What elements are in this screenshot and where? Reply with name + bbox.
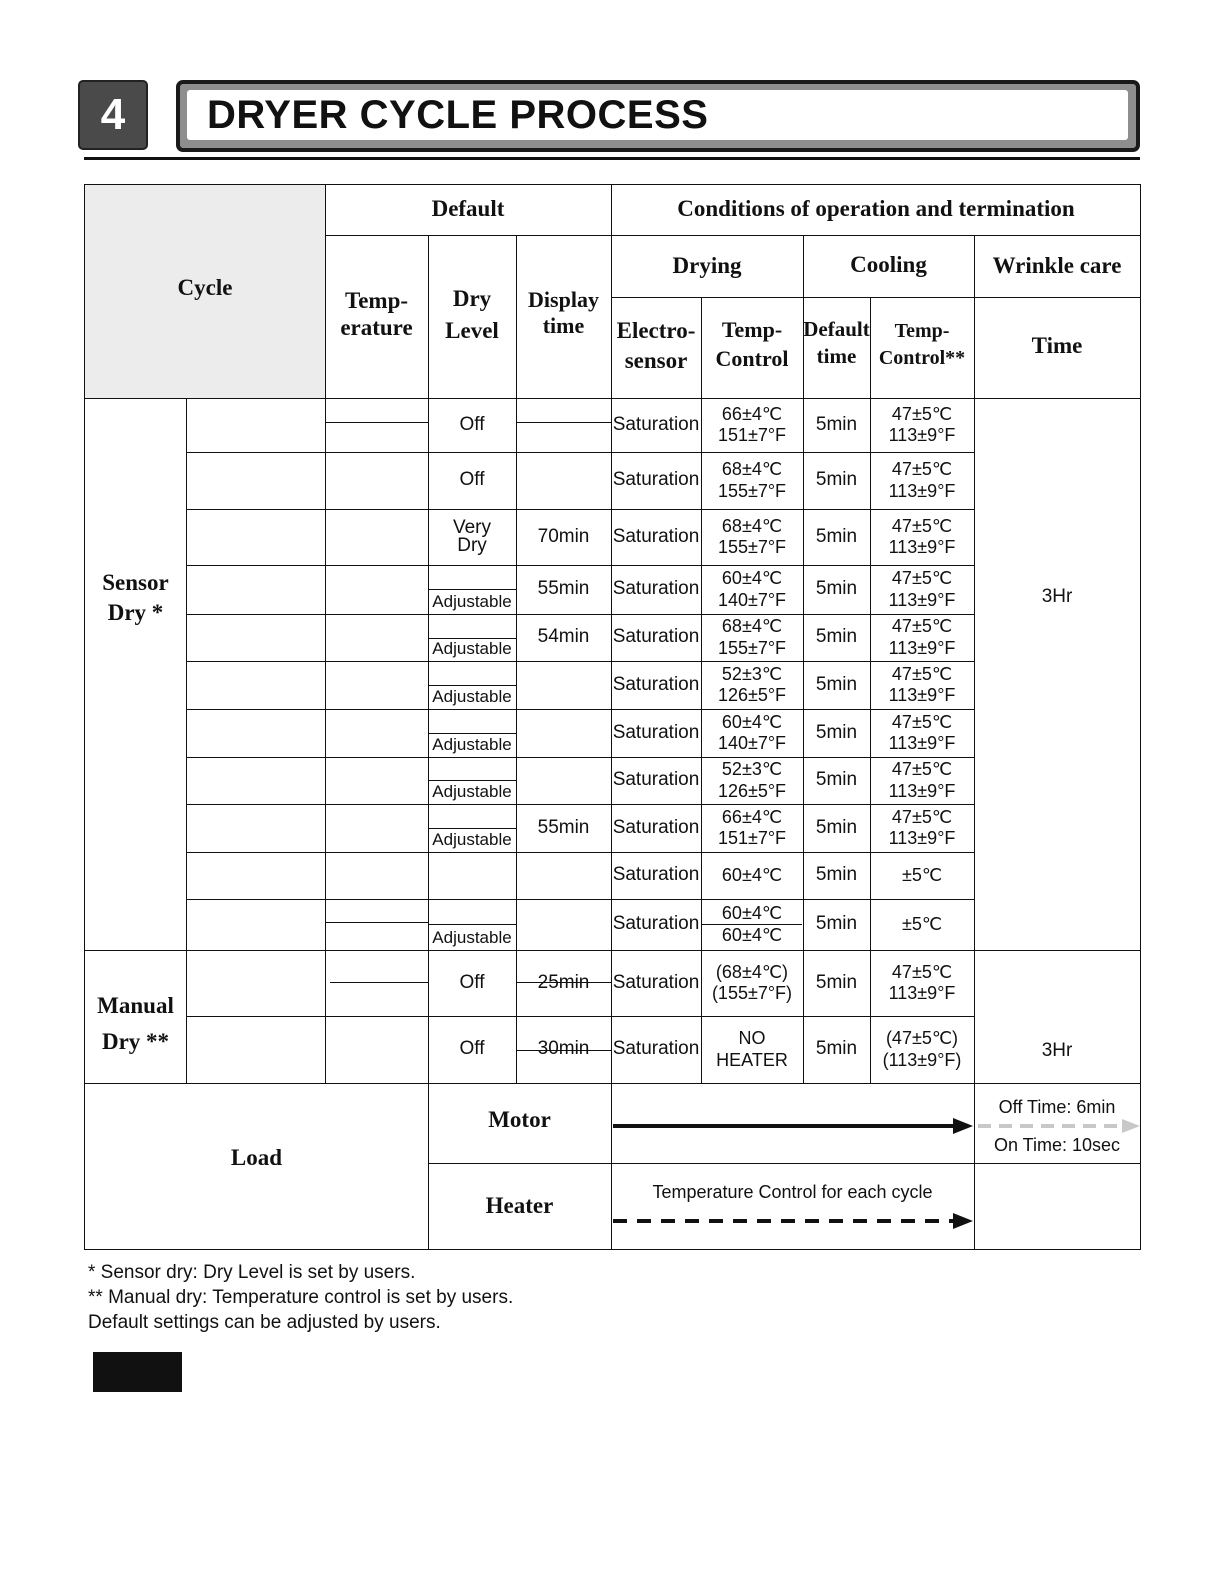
row-11-tc: 60±4℃ 60±4℃ — [721, 903, 783, 945]
row-13-dt: 5min — [815, 1038, 858, 1060]
row-6-sensor: Saturation — [612, 673, 700, 695]
page-tab-marker — [93, 1352, 182, 1392]
motor-off-time: Off Time: 6min — [998, 1097, 1116, 1117]
time-header: Time — [1031, 333, 1083, 358]
heater-label: Heater — [485, 1193, 554, 1218]
motor-arrow-head — [953, 1118, 973, 1134]
row-9-sensor: Saturation — [612, 816, 700, 838]
row-6-dt: 5min — [815, 673, 858, 695]
default-time-header: Default time — [803, 317, 870, 369]
conditions-header: Conditions of operation and termination — [677, 196, 1075, 221]
temp-control-cooling-header: Temp- Control** — [878, 320, 966, 369]
row-5-disp: 54min — [537, 626, 590, 648]
cycle-header: Cycle — [177, 275, 233, 300]
row-7-dry: Adjustable — [432, 734, 512, 754]
motor-dashed-head — [1122, 1119, 1140, 1133]
section-title: DRYER CYCLE PROCESS — [187, 90, 1128, 140]
row-3-tc: 68±4℃ 155±7°F — [717, 515, 787, 557]
load-label: Load — [230, 1145, 283, 1170]
row-10-ct: ±5℃ — [901, 864, 943, 885]
row-9-disp: 55min — [537, 816, 590, 838]
sensor-dry-label: Sensor Dry * — [102, 570, 169, 625]
row-2-ct: 47±5℃ 113±9°F — [888, 459, 956, 501]
footnote-1: * Sensor dry: Dry Level is set by users. — [88, 1262, 416, 1283]
row-6-tc: 52±3℃ 126±5°F — [717, 663, 787, 705]
row-3-dry: Very Dry — [452, 516, 492, 556]
row-13-tc: NO HEATER — [716, 1028, 788, 1070]
cooling-header: Cooling — [850, 252, 927, 277]
row-3-sensor: Saturation — [612, 525, 700, 547]
row-7-dt: 5min — [815, 721, 858, 743]
footnote-3: Default settings can be adjusted by users. — [88, 1312, 441, 1333]
row-10-dt: 5min — [815, 864, 858, 886]
row-10-sensor: Saturation — [612, 864, 700, 886]
row-1-dry: Off — [459, 413, 485, 435]
row-8-ct: 47±5℃ 113±9°F — [888, 759, 956, 801]
row-13-sensor: Saturation — [612, 1038, 700, 1060]
row-4-dry: Adjustable — [432, 591, 512, 611]
row-2-dry: Off — [459, 469, 485, 491]
row-4-tc: 60±4℃ 140±7°F — [717, 568, 787, 610]
row-4-ct: 47±5℃ 113±9°F — [888, 568, 956, 610]
row-13-disp: 30min — [537, 1038, 590, 1060]
row-12-ct: 47±5℃ 113±9°F — [888, 961, 956, 1003]
row-5-ct: 47±5℃ 113±9°F — [888, 616, 956, 658]
row-8-dt: 5min — [815, 769, 858, 791]
row-12-dt: 5min — [815, 971, 858, 993]
row-7-sensor: Saturation — [612, 721, 700, 743]
row-9-ct: 47±5℃ 113±9°F — [888, 806, 956, 848]
wrinkle-time-manual: 3Hr — [1041, 1040, 1073, 1061]
row-1-dt: 5min — [815, 413, 858, 435]
row-8-tc: 52±3℃ 126±5°F — [717, 759, 787, 801]
default-header: Default — [431, 196, 505, 221]
row-12-dry: Off — [459, 971, 485, 993]
row-11-sensor: Saturation — [612, 913, 700, 935]
row-6-ct: 47±5℃ 113±9°F — [888, 663, 956, 705]
row-3-disp: 70min — [537, 525, 590, 547]
row-3-ct: 47±5℃ 113±9°F — [888, 515, 956, 557]
manual-dry-label: Manual Dry ** — [97, 993, 174, 1054]
wrinkle-time-sensor: 3Hr — [1041, 586, 1073, 607]
row-11-ct: ±5℃ — [901, 913, 943, 934]
row-10-tc: 60±4℃ — [721, 864, 783, 885]
row-12-disp: 25min — [537, 971, 590, 993]
row-9-dt: 5min — [815, 816, 858, 838]
footnote-2: ** Manual dry: Temperature control is set by users. — [88, 1287, 514, 1308]
drying-header: Drying — [672, 253, 742, 278]
motor-on-time: On Time: 10sec — [993, 1135, 1121, 1155]
wrinkle-care-header: Wrinkle care — [992, 253, 1122, 278]
row-9-dry: Adjustable — [432, 829, 512, 849]
heater-note: Temperature Control for each cycle — [652, 1182, 933, 1202]
row-1-sensor: Saturation — [612, 413, 700, 435]
section-number: 4 — [78, 80, 148, 150]
row-4-sensor: Saturation — [612, 578, 700, 600]
electro-sensor-header: Electro- sensor — [616, 318, 696, 373]
heater-arrow-head — [953, 1213, 973, 1229]
row-6-dry: Adjustable — [432, 686, 512, 706]
temp-control-header: Temp- Control — [715, 317, 789, 371]
row-7-tc: 60±4℃ 140±7°F — [717, 711, 787, 753]
row-12-tc: (68±4℃) (155±7°F) — [711, 961, 793, 1003]
row-5-dt: 5min — [815, 626, 858, 648]
row-8-dry: Adjustable — [432, 781, 512, 801]
row-2-tc: 68±4℃ 155±7°F — [717, 459, 787, 501]
row-11-dry: Adjustable — [432, 927, 512, 947]
display-time-header: Display time — [528, 287, 599, 338]
row-4-dt: 5min — [815, 578, 858, 600]
row-2-dt: 5min — [815, 469, 858, 491]
row-8-sensor: Saturation — [612, 769, 700, 791]
row-12-sensor: Saturation — [612, 971, 700, 993]
row-3-dt: 5min — [815, 525, 858, 547]
row-5-sensor: Saturation — [612, 626, 700, 648]
dry-level-header: Dry Level — [445, 286, 499, 344]
row-11-dt: 5min — [815, 913, 858, 935]
motor-label: Motor — [488, 1107, 551, 1132]
row-5-dry: Adjustable — [432, 638, 512, 658]
row-13-dry: Off — [459, 1038, 485, 1060]
row-5-tc: 68±4℃ 155±7°F — [717, 616, 787, 658]
row-4-disp: 55min — [537, 578, 590, 600]
temperature-header: Temp- erature — [340, 288, 413, 341]
row-9-tc: 66±4℃ 151±7°F — [717, 806, 787, 848]
row-2-sensor: Saturation — [612, 469, 700, 491]
row-1-tc: 66±4℃ 151±7°F — [717, 403, 787, 445]
row-7-ct: 47±5℃ 113±9°F — [888, 711, 956, 753]
row-13-ct: (47±5℃) (113±9°F) — [882, 1028, 962, 1070]
row-1-ct: 47±5℃ 113±9°F — [888, 403, 956, 445]
